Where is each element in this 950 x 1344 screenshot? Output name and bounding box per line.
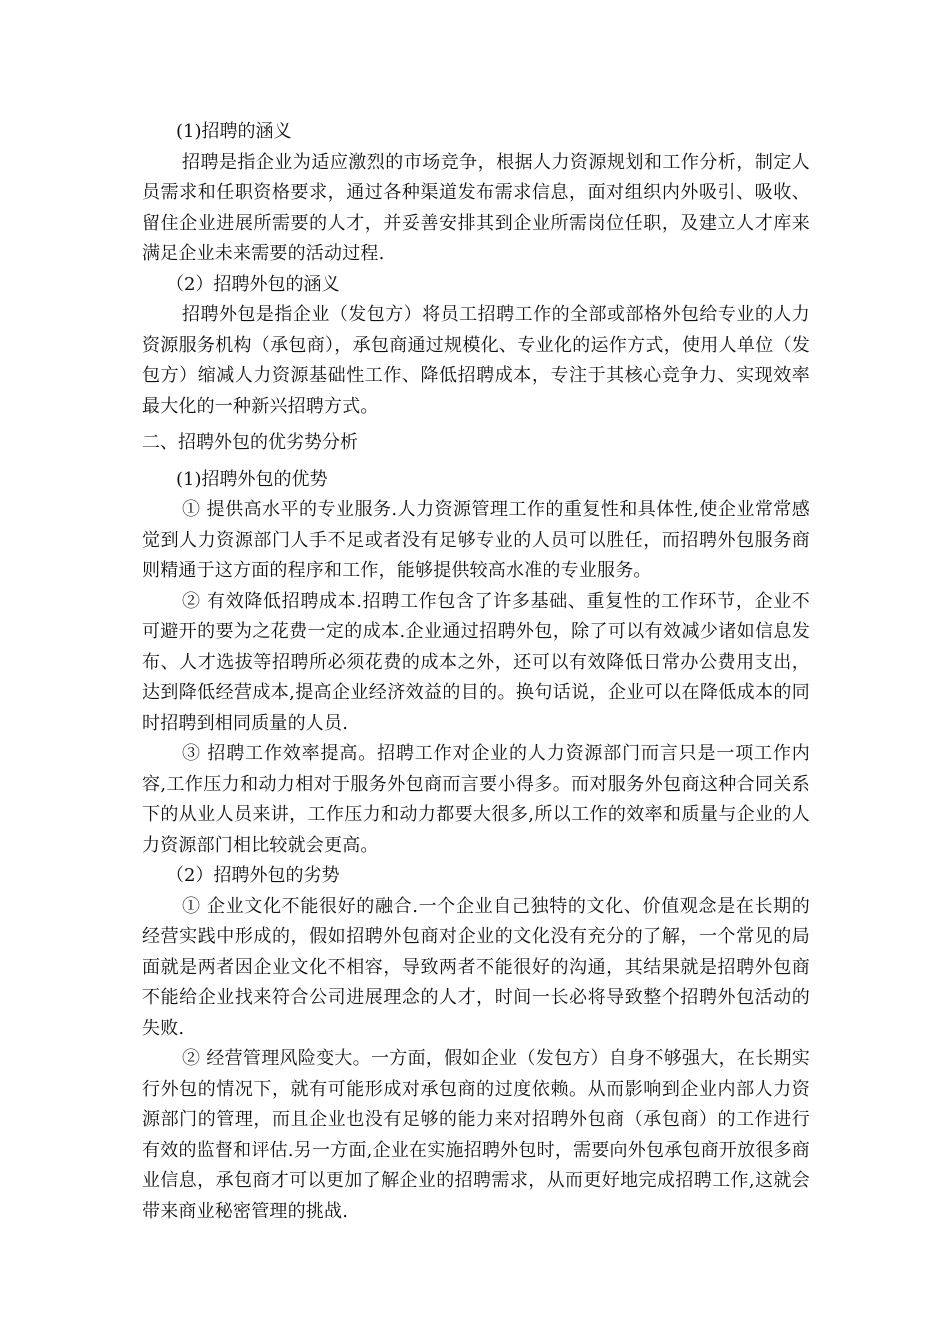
document-page <box>142 117 810 1227</box>
paragraph-disadvantage-1: ① 企业文化不能很好的融合.一个企业自己独特的文化、价值观念是在长期的经营实践中形成的，假如招聘外包商对企业的文化没有充分的了解，一个常见的局面就是两者因企业文化不相容，导致两者不能很好的沟通，其结果就是招聘外包商不能给企业找来符合公司进展理念的人才，时间一长必将导致整个招聘外包活动的失败. <box>142 895 810 1039</box>
paragraph-advantage-2: ② 有效降低招聘成本.招聘工作包含了许多基础、重复性的工作环节，企业不可避开的要为之花费一定的成本.企业通过招聘外包，除了可以有效减少诸如信息发布、人才选拔等招聘所必须花费的成本之外，还可以有效降低日常办公费用支出，达到降低经营成本,提高企业经济效益的目的。换句话说，企业可以在降低成本的同时招聘到相同质量的人员. <box>142 590 810 734</box>
heading-advantages: (1)招聘外包的优势 <box>176 468 328 490</box>
heading-outsourcing-meaning: （2）招聘外包的涵义 <box>166 273 340 295</box>
paragraph-advantage-3: ③ 招聘工作效率提高。招聘工作对企业的人力资源部门而言只是一项工作内容,工作压力和动力相对于服务外包商而言要小得多。而对服务外包商这种合同关系下的从业人员来讲，工作压力和动力都要大很多,所以工作的效率和质量与企业的人力资源部门相比较就会更高。 <box>142 743 810 856</box>
paragraph-recruitment-meaning: 招聘是指企业为适应激烈的市场竞争，根据人力资源规划和工作分析，制定人员需求和任职资格要求，通过各种渠道发布需求信息，面对组织内外吸引、吸收、留住企业进展所需要的人才，并妥善安排其到企业所需岗位任职，及建立人才库来满足企业未来需要的活动过程. <box>142 151 810 264</box>
heading-disadvantages: （2）招聘外包的劣势 <box>166 865 340 886</box>
paragraph-disadvantage-2: ② 经营管理风险变大。一方面，假如企业（发包方）自身不够强大，在长期实行外包的情况下，就有可能形成对承包商的过度依赖。从而影响到企业内部人力资源部门的管理，而且企业也没有足够的能力来对招聘外包商（承包商）的工作进行有效的监督和评估.另一方面,企业在实施招聘外包时，需要向外包承包商开放很多商业信息，承包商才可以更加了解企业的招聘需求，从而更好地完成招聘工作,这就会带来商业秘密管理的挑战. <box>142 1048 810 1222</box>
paragraph-outsourcing-meaning: 招聘外包是指企业（发包方）将员工招聘工作的全部或部格外包给专业的人力资源服务机构（承包商），承包商通过规模化、专业化的运作方式，使用人单位（发包方）缩减人力资源基础性工作、降低招聘成本，专注于其核心竞争力、实现效率最大化的一种新兴招聘方式。 <box>142 304 810 417</box>
heading-recruitment-meaning: (1)招聘的涵义 <box>176 121 292 142</box>
section-heading-pros-cons: 二、招聘外包的优劣势分析 <box>142 432 358 453</box>
paragraph-advantage-1: ① 提供高水平的专业服务.人力资源管理工作的重复性和具体性,使企业常常感觉到人力资源部门人手不足或者没有足够专业的人员可以胜任，而招聘外包服务商则精通于这方面的程序和工作，能够提供较高水准的专业服务。 <box>142 499 810 581</box>
